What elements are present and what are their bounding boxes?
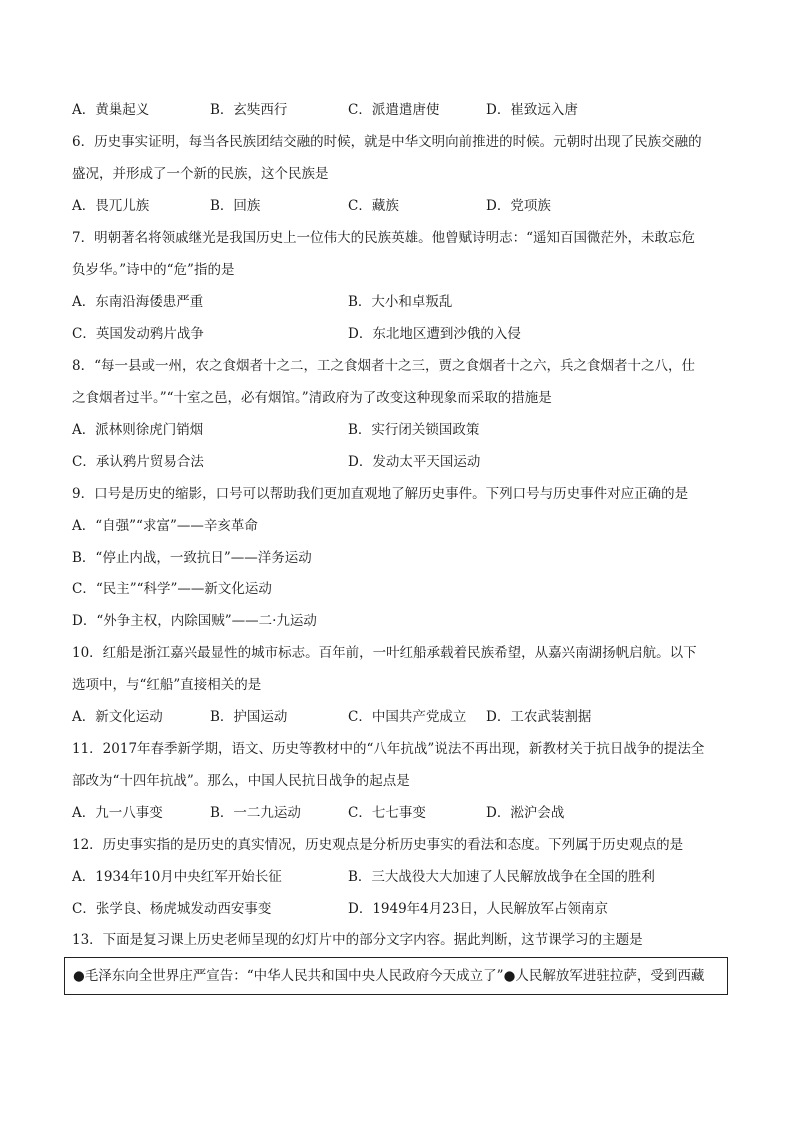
q6-stem-line1: 6．历史事实证明，每当各民族团结交融的时候，就是中华文明向前推进的时候。元朝时出现了民族交融的	[72, 134, 702, 150]
option-c: C．中国共产党成立	[348, 709, 467, 725]
q8-options-cd	[72, 453, 722, 471]
q10-stem-line1: 10．红船是浙江嘉兴最显性的城市标志。百年前，一叶红船承载着民族希望，从嘉兴南湖扬帆启航。以下	[72, 645, 697, 661]
q10-options	[72, 708, 722, 726]
q5-options	[72, 101, 722, 119]
q13-box-text: ●毛泽东向全世界庄严宣告：“中华人民共和国中央人民政府今天成立了”●人民解放军进驻拉萨，受到西藏	[73, 968, 705, 984]
option-c: C．派遣遣唐使	[348, 102, 440, 118]
q9-option-a: A．“自强”“求富”——辛亥革命	[72, 518, 258, 534]
option-d: D．工农武装割据	[486, 709, 592, 725]
q8-options-ab	[72, 421, 722, 439]
option-d: D．1949年4月23日，人民解放军占领南京	[348, 901, 608, 917]
q8-stem-line2: 之食烟者过半。”“十室之邑，必有烟馆。”清政府为了改变这种现象而采取的措施是	[72, 390, 552, 406]
option-d: D．淞沪会战	[486, 805, 565, 821]
option-a: A．畏兀儿族	[72, 198, 150, 214]
q6-stem-line2: 盛况，并形成了一个新的民族，这个民族是	[72, 166, 329, 182]
q12-stem-line1: 12．历史事实指的是历史的真实情况，历史观点是分析历史事实的看法和态度。下列属于历史观点的是	[72, 837, 684, 853]
q7-stem-line2: 负岁华。”诗中的“危”指的是	[72, 262, 235, 278]
option-a: A．九一八事变	[72, 805, 163, 821]
option-a: A．1934年10月中央红军开始长征	[72, 869, 282, 885]
q12-options-cd	[72, 900, 722, 918]
q7-options-ab	[72, 293, 722, 311]
option-d: D．东北地区遭到沙俄的入侵	[348, 326, 521, 342]
option-a: A．新文化运动	[72, 709, 163, 725]
q12-options-ab	[72, 868, 722, 886]
q7-stem-line1: 7．明朝著名将领戚继光是我国历史上一位伟大的民族英雄。他曾赋诗明志：“遥知百国微茫外，未敢忘危	[72, 230, 695, 246]
q11-stem-line1: 11．2017年春季新学期，语文、历史等教材中的“八年抗战”说法不再出现，新教材关于抗日战争的提法全	[72, 741, 705, 757]
q9-stem-line1: 9．口号是历史的缩影，口号可以帮助我们更加直观地了解历史事件。下列口号与历史事件对应正确的是	[72, 486, 689, 502]
option-b: B．护国运动	[210, 709, 288, 725]
q10-stem-line2: 选项中，与“红船”直接相关的是	[72, 677, 262, 693]
option-c: C．藏族	[348, 198, 399, 214]
q6-options	[72, 197, 722, 215]
q13-slide-box	[64, 957, 728, 995]
option-c: C．七七事变	[348, 805, 426, 821]
q11-stem-line2: 部改为“十四年抗战”。那么，中国人民抗日战争的起点是	[72, 773, 410, 789]
option-d: D．发动太平天国运动	[348, 454, 481, 470]
option-b: B．三大战役大大加速了人民解放战争在全国的胜利	[348, 869, 655, 885]
option-d: D．党项族	[486, 198, 551, 214]
q7-options-cd	[72, 325, 722, 343]
option-b: B．回族	[210, 198, 261, 214]
q9-option-b: B．“停止内战，一致抗日”——洋务运动	[72, 550, 312, 566]
option-b: B．玄奘西行	[210, 102, 288, 118]
q11-options	[72, 804, 722, 822]
q9-option-d: D．“外争主权，内除国贼”——二·九运动	[72, 613, 317, 629]
option-c: C．承认鸦片贸易合法	[72, 454, 204, 470]
option-b: B．大小和卓叛乱	[348, 294, 453, 310]
option-d: D．崔致远入唐	[486, 102, 578, 118]
q9-option-c: C．“民主”“科学”——新文化运动	[72, 581, 272, 597]
option-a: A．黄巢起义	[72, 102, 150, 118]
option-c: C．英国发动鸦片战争	[72, 326, 204, 342]
option-b: B．实行闭关锁国政策	[348, 422, 480, 438]
option-a: A．东南沿海倭患严重	[72, 294, 204, 310]
q8-stem-line1: 8．“每一县或一州，农之食烟者十之二，工之食烟者十之三，贾之食烟者十之六，兵之食烟者十之八，仕	[72, 358, 695, 374]
q13-stem-line1: 13．下面是复习课上历史老师呈现的幻灯片中的部分文字内容。据此判断，这节课学习的主题是	[72, 932, 643, 948]
option-a: A．派林则徐虎门销烟	[72, 422, 204, 438]
option-c: C．张学良、杨虎城发动西安事变	[72, 901, 272, 917]
option-b: B．一二九运动	[210, 805, 301, 821]
